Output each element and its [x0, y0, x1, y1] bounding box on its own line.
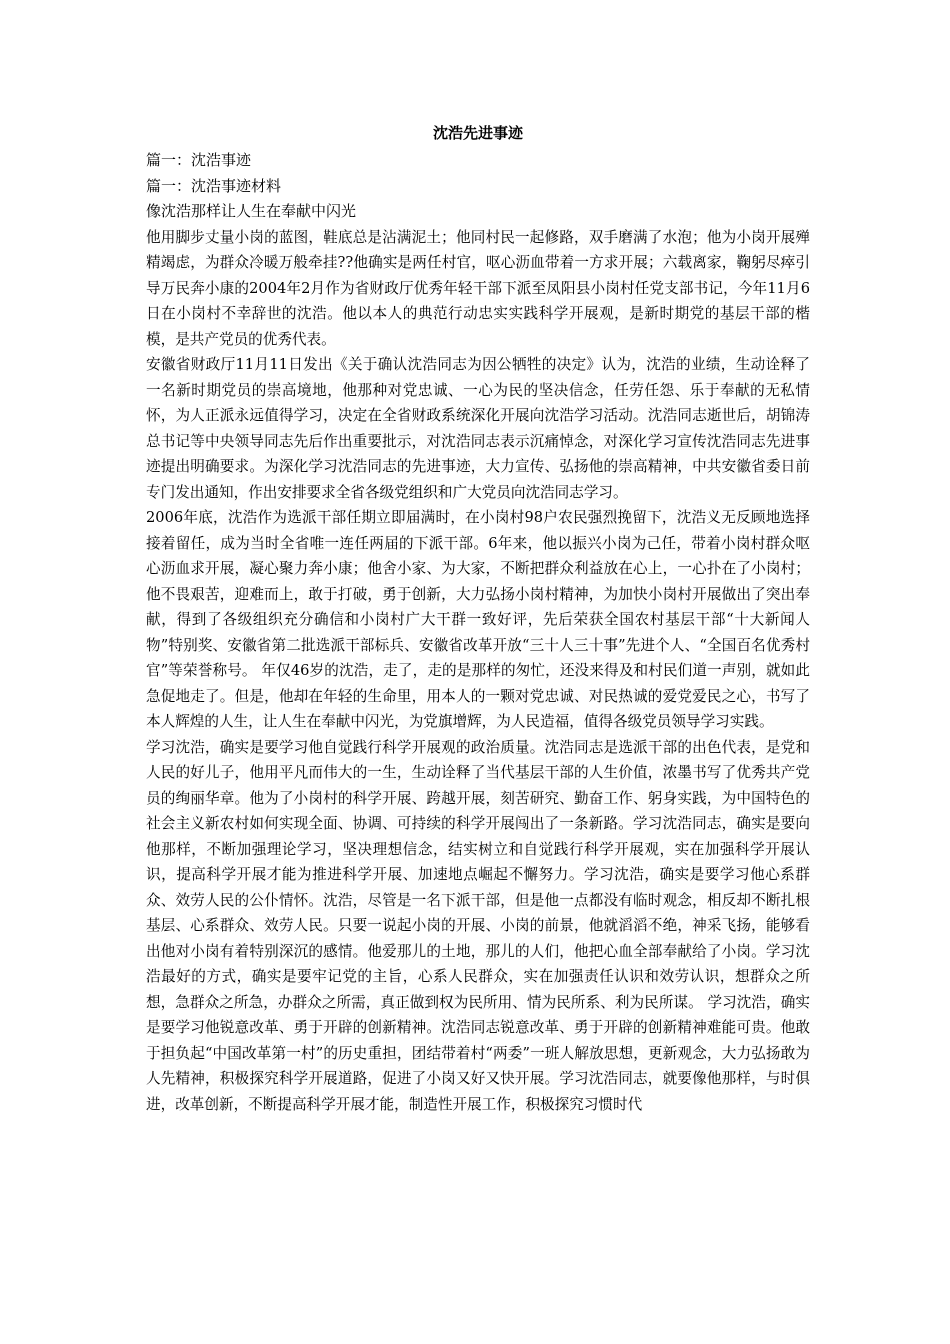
document-page [146, 118, 810, 1117]
section-heading-3: 像沈浩那样让人生在奉献中闪光 [146, 202, 357, 220]
section-heading-2: 篇一：沈浩事迹材料 [146, 176, 282, 195]
document-title: 沈浩先进事迹 [432, 124, 523, 142]
section-heading-1: 篇一：沈浩事迹 [146, 151, 252, 169]
body-paragraph-1: 他用脚步丈量小岗的蓝图，鞋底总是沾满泥土；他同村民一起修路，双手磨满了水泡；他为小岗开展殚精竭虑，为群众冷暖万般牵挂??他确实是两任村官，呕心沥血带着一方求开展；六载离家，鞠躬尽瘁引导万民奔小康的2004年2月作为省财政厅优秀年轻干部下派至凤阳县小岗村任党支部书记，今年11月6日在小岗村不幸辞世的沈浩。他以本人的典范行动忠实实践科学开展观，是新时期党的基层干部的楷模，是共产党员的优秀代表。 [146, 228, 810, 348]
body-paragraph-3: 2006年底，沈浩作为选派干部任期立即届满时，在小岗村98户农民强烈挽留下，沈浩义无反顾地选择接着留任，成为当时全省唯一连任两届的下派干部。6年来，他以振兴小岗为己任，带着小岗村群众呕心沥血求开展，凝心聚力奔小康；他舍小家、为大家，不断把群众利益放在心上，一心扑在了小岗村；他不畏艰苦，迎难而上，敢于打破，勇于创新，大力弘扬小岗村精神，为加快小岗村开展做出了突出奉献，得到了各级组织充分确信和小岗村广大干群一致好评，先后荣获全国农村基层干部“十大新闻人物”特别奖、安徽省第二批选派干部标兵、安徽省改革开放“三十人三十事”先进个人、“全国百名优秀村官”等荣誉称号。 年仅46岁的沈浩，走了，走的是那样的匆忙，还没来得及和村民们道一声别，就如此急促地走了。但是，他却在年轻的生命里，用本人的一颗对党忠诚、对民热诚的爱党爱民之心，书写了本人辉煌的人生，让人生在奉献中闪光，为党旗增辉，为人民造福，值得各级党员领导学习实践。 [146, 509, 810, 730]
body-paragraph-4: 学习沈浩，确实是要学习他自觉践行科学开展观的政治质量。沈浩同志是选派干部的出色代表，是党和人民的好儿子，他用平凡而伟大的一生，生动诠释了当代基层干部的人生价值，浓墨书写了优秀共产党员的绚丽华章。他为了小岗村的科学开展、跨越开展，刻苦研究、勤奋工作、躬身实践，为中国特色的社会主义新农村如何实现全面、协调、可持续的科学开展闯出了一条新路。学习沈浩同志，确实是要向他那样，不断加强理论学习，坚决理想信念，结实树立和自觉践行科学开展观，实在加强科学开展认识，提高科学开展才能为推进科学开展、加速地点崛起不懈努力。学习沈浩，确实是要学习他心系群众、效劳人民的公仆情怀。沈浩，尽管是一名下派干部，但是他一点都没有临时观念，相反却不断扎根基层、心系群众、效劳人民。只要一说起小岗的开展、小岗的前景，他就滔滔不绝，神采飞扬，能够看出他对小岗有着特别深沉的感情。他爱那儿的土地，那儿的人们，他把心血全部奉献给了小岗。学习沈浩最好的方式，确实是要牢记党的主旨，心系人民群众，实在加强责任认识和效劳认识，想群众之所想，急群众之所急，办群众之所需，真正做到权为民所用、情为民所系、利为民所谋。 学习沈浩，确实是要学习他锐意改革、勇于开辟的创新精神。沈浩同志锐意改革、勇于开辟的创新精神难能可贵。他敢于担负起“中国改革第一村”的历史重担，团结带着村“两委”一班人解放思想，更新观念，大力弘扬敢为人先精神，积极探究科学开展道路，促进了小岗又好又快开展。学习沈浩同志，就要像他那样，与时俱进，改革创新，不断提高科学开展才能，制造性开展工作，积极探究习惯时代 [146, 738, 810, 1113]
body-paragraph-2: 安徽省财政厅11月11日发出《关于确认沈浩同志为因公牺牲的决定》认为，沈浩的业绩，生动诠释了一名新时期党员的崇高境地，他那种对党忠诚、一心为民的坚决信念，任劳任怨、乐于奉献的无私情怀，为人正派永远值得学习，决定在全省财政系统深化开展向沈浩学习活动。沈浩同志逝世后，胡锦涛总书记等中央领导同志先后作出重要批示，对沈浩同志表示沉痛悼念，对深化学习宣传沈浩同志先进事迹提出明确要求。为深化学习沈浩同志的先进事迹，大力宣传、弘扬他的崇高精神，中共安徽省委日前专门发出通知，作出安排要求全省各级党组织和广大党员向沈浩同志学习。 [146, 356, 810, 501]
